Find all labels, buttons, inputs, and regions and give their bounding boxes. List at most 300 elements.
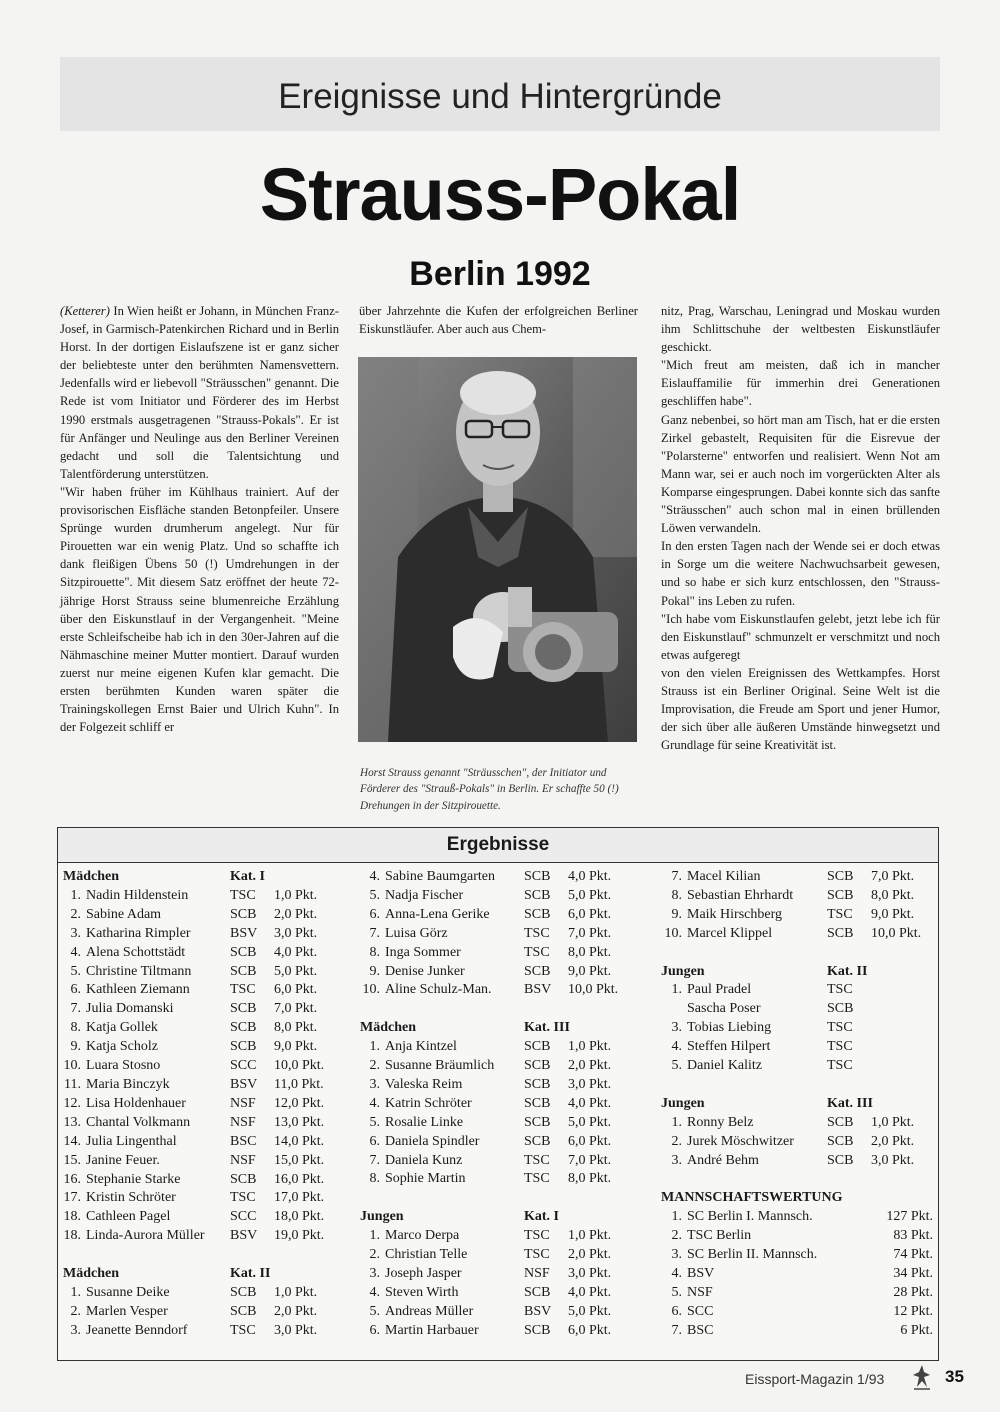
result-club: SCB — [827, 1001, 854, 1017]
result-rank: 2. — [70, 1303, 81, 1319]
result-name: NSF — [687, 1284, 713, 1300]
result-rank: 9. — [70, 1039, 81, 1055]
result-row — [63, 1303, 354, 1322]
result-name: BSC — [687, 1322, 714, 1338]
category-label: Mädchen — [63, 869, 119, 884]
result-row — [63, 1114, 354, 1133]
result-pts: 5,0 Pkt. — [274, 963, 318, 979]
result-pts: 83 Pkt. — [893, 1228, 933, 1244]
result-pts: 17,0 Pkt. — [274, 1190, 325, 1206]
results-column-1 — [63, 868, 354, 1341]
result-name: Marcel Klippel — [687, 925, 773, 941]
result-name: Rosalie Linke — [385, 1114, 464, 1130]
result-club: SCB — [827, 1114, 854, 1130]
result-club: NSF — [230, 1095, 256, 1111]
photo-caption: Horst Strauss genannt "Sträusschen", der Initiator und Förderer des "Strauß-Pokals" in Berlin. Er schaffte 50 (!) Drehungen in der Sitzpirouette. — [360, 767, 619, 812]
result-club: SCB — [230, 906, 257, 922]
result-name: Andreas Müller — [385, 1303, 474, 1319]
result-pts: 1,0 Pkt. — [274, 887, 318, 903]
result-club: SCB — [524, 1114, 551, 1130]
result-row — [661, 1057, 933, 1076]
category-label: Mädchen — [360, 1020, 416, 1036]
result-row — [360, 1076, 648, 1095]
result-club: TSC — [524, 944, 550, 960]
result-rank: 7. — [671, 869, 682, 884]
result-rank: 3. — [369, 1076, 380, 1092]
result-rank: 4. — [369, 1284, 380, 1300]
author: (Ketterer) — [60, 304, 110, 318]
category-label: Jungen — [661, 963, 705, 979]
result-row — [360, 1114, 648, 1133]
result-rank: 5. — [369, 887, 380, 903]
result-pts — [871, 981, 933, 1000]
result-pts: 7,0 Pkt. — [568, 1152, 612, 1168]
result-club: TSC — [524, 925, 550, 941]
result-rank: 8. — [70, 1020, 81, 1036]
result-club: NSF — [230, 1152, 256, 1168]
result-row — [63, 1152, 354, 1171]
result-row — [661, 868, 933, 887]
result-pts: 6,0 Pkt. — [274, 982, 318, 998]
result-rank: 9. — [671, 906, 682, 922]
result-club: BSC — [230, 1133, 257, 1149]
spacer-row — [661, 944, 933, 963]
result-rank: 7. — [671, 1322, 682, 1338]
result-club: SCB — [827, 869, 854, 884]
result-rank: 1. — [671, 1209, 682, 1225]
result-club: BSV — [230, 925, 258, 941]
result-pts: 34 Pkt. — [893, 1265, 933, 1281]
result-name: Jeanette Benndorf — [86, 1322, 188, 1338]
result-club: SCB — [230, 1001, 257, 1017]
result-name: Susanne Bräumlich — [385, 1058, 495, 1074]
result-club: SCB — [827, 925, 854, 941]
category-label: Jungen — [661, 1095, 705, 1111]
result-row — [63, 887, 354, 906]
paragraph: über Jahrzehnte die Kufen der erfolgreichen Berliner Eiskunstläufer. Aber auch aus Chem- — [359, 304, 638, 337]
result-name: Aline Schulz-Man. — [385, 982, 492, 998]
result-name: Paul Pradel — [687, 982, 752, 998]
result-club: SCB — [524, 869, 551, 884]
category-header — [63, 1265, 354, 1284]
result-club: SCB — [230, 1171, 257, 1187]
result-name: Jurek Möschwitzer — [687, 1133, 794, 1149]
result-row — [360, 1265, 648, 1284]
result-club: SCC — [230, 1058, 257, 1074]
skater-logo-icon — [911, 1363, 933, 1396]
result-row — [360, 887, 648, 906]
result-rank: 1. — [369, 1228, 380, 1244]
result-name: Sophie Martin — [385, 1171, 466, 1187]
result-pts: 10,0 Pkt. — [871, 925, 922, 941]
result-row — [360, 1152, 648, 1171]
result-row — [360, 1322, 648, 1341]
category-class: Kat. III — [827, 1095, 873, 1111]
result-rank: 2. — [671, 1228, 682, 1244]
result-pts: 18,0 Pkt. — [274, 1209, 325, 1225]
result-pts: 8,0 Pkt. — [568, 1171, 612, 1187]
result-pts: 12,0 Pkt. — [274, 1095, 325, 1111]
result-rank: 6. — [70, 982, 81, 998]
result-pts: 11,0 Pkt. — [274, 1076, 324, 1092]
results-box — [57, 827, 939, 1361]
result-name: Lisa Holdenhauer — [86, 1095, 186, 1111]
result-club: TSC — [524, 1171, 550, 1187]
result-club: TSC — [524, 1247, 550, 1263]
result-club: TSC — [524, 1228, 550, 1244]
result-rank: 8. — [369, 1171, 380, 1187]
team-row — [661, 1246, 933, 1265]
result-pts: 4,0 Pkt. — [274, 944, 318, 960]
result-rank: 10. — [362, 982, 380, 998]
result-rank: 15. — [63, 1152, 81, 1168]
result-pts: 7,0 Pkt. — [274, 1001, 318, 1017]
result-rank: 4. — [671, 1039, 682, 1055]
result-rank: 1. — [671, 982, 682, 998]
result-rank: 14. — [63, 1133, 81, 1149]
result-row — [63, 1057, 354, 1076]
result-name: Kristin Schröter — [86, 1190, 176, 1206]
result-club: BSV — [524, 982, 552, 998]
result-name: Julia Domanski — [86, 1001, 174, 1017]
result-row — [63, 1000, 354, 1019]
result-row — [360, 1170, 648, 1189]
portrait-photo — [358, 357, 637, 742]
result-name: Luisa Görz — [385, 925, 448, 941]
result-rank: 12. — [63, 1095, 81, 1111]
result-club: SCB — [524, 1058, 551, 1074]
category-header — [661, 963, 933, 982]
result-pts: 12 Pkt. — [893, 1303, 933, 1319]
result-name: Julia Lingenthal — [86, 1133, 177, 1149]
result-row — [661, 887, 933, 906]
result-pts: 9,0 Pkt. — [568, 963, 612, 979]
result-pts: 8,0 Pkt. — [871, 887, 915, 903]
result-pts: 2,0 Pkt. — [274, 906, 318, 922]
category-label: Mädchen — [63, 1266, 119, 1282]
result-club: TSC — [827, 982, 853, 998]
result-row — [661, 1133, 933, 1152]
spacer-row — [360, 1000, 648, 1019]
result-row — [360, 981, 648, 1000]
result-rank: 5. — [671, 1058, 682, 1074]
spacer-row — [63, 1246, 354, 1265]
team-row — [661, 1265, 933, 1284]
result-club: SCB — [230, 963, 257, 979]
result-row — [63, 963, 354, 982]
result-club: SCB — [524, 1322, 551, 1338]
result-row — [661, 1038, 933, 1057]
result-pts: 3,0 Pkt. — [274, 925, 318, 941]
team-row — [661, 1303, 933, 1322]
result-club: TSC — [524, 1152, 550, 1168]
result-pts: 19,0 Pkt. — [274, 1228, 325, 1244]
spacer-row — [661, 1076, 933, 1095]
result-rank: 6. — [369, 1322, 380, 1338]
result-row — [63, 981, 354, 1000]
result-name: Katrin Schröter — [385, 1095, 472, 1111]
page-number: 35 — [945, 1367, 964, 1386]
category-header — [360, 1019, 648, 1038]
result-row — [63, 1322, 354, 1341]
result-name: Marco Derpa — [385, 1228, 460, 1244]
result-pts: 3,0 Pkt. — [568, 1266, 612, 1281]
result-pts: 3,0 Pkt. — [568, 1076, 612, 1092]
result-rank: 5. — [369, 1303, 380, 1319]
result-name: Katja Gollek — [86, 1020, 158, 1036]
result-name: Ronny Belz — [687, 1114, 754, 1130]
result-pts: 5,0 Pkt. — [568, 887, 612, 903]
result-club: SCB — [524, 1076, 551, 1092]
result-rank: 10. — [63, 1058, 81, 1074]
result-rank: 1. — [369, 1039, 380, 1055]
result-row — [63, 1038, 354, 1057]
result-pts: 8,0 Pkt. — [568, 944, 612, 960]
result-pts — [871, 1057, 933, 1076]
result-row — [63, 944, 354, 963]
result-pts: 5,0 Pkt. — [568, 1303, 612, 1319]
result-name: Daniela Spindler — [385, 1133, 480, 1149]
result-pts: 2,0 Pkt. — [568, 1058, 612, 1074]
result-row — [360, 906, 648, 925]
result-row — [360, 1284, 648, 1303]
result-club: SCB — [230, 1303, 257, 1319]
result-club: BSV — [524, 1303, 552, 1319]
result-rank: 6. — [369, 1133, 380, 1149]
result-club: BSV — [230, 1228, 258, 1244]
result-name: Chantal Volkmann — [86, 1114, 191, 1130]
team-row — [661, 1322, 933, 1341]
result-club: SCB — [524, 1095, 551, 1111]
result-row — [360, 944, 648, 963]
result-rank: 7. — [369, 925, 380, 941]
result-row — [360, 868, 648, 887]
result-rank: 3. — [671, 1020, 682, 1036]
result-name: Tobias Liebing — [687, 1020, 772, 1036]
result-name: Maik Hirschberg — [687, 906, 782, 922]
result-row — [360, 1038, 648, 1057]
result-rank: 3. — [671, 1247, 682, 1263]
result-row — [63, 1133, 354, 1152]
result-club: SCB — [524, 906, 551, 922]
result-pts: 4,0 Pkt. — [568, 1284, 612, 1300]
result-rank: 3. — [671, 1152, 682, 1168]
result-row — [63, 1208, 354, 1227]
result-name: Alena Schottstädt — [86, 944, 186, 960]
result-rank: 5. — [369, 1114, 380, 1130]
result-name: Luara Stosno — [86, 1058, 161, 1074]
paragraph: von den vielen Ereignissen des Wettkampfes. Horst Strauss ist ein Berliner Original. Seine Welt ist die Improvisation, die Freude am Sport und jener Humor, der sich über alle äußeren Umstände hinwegsetzt und Grundlage für seine Kreativität ist. — [661, 665, 940, 753]
category-label: Jungen — [360, 1209, 404, 1225]
result-row — [360, 925, 648, 944]
result-rank: 8. — [671, 887, 682, 903]
result-rank: 7. — [369, 1152, 380, 1168]
result-row — [661, 925, 933, 944]
article-column-3 — [661, 302, 940, 754]
result-rank: 10. — [664, 925, 682, 941]
result-club: TSC — [230, 1190, 256, 1206]
result-rank: 6. — [369, 906, 380, 922]
result-name: SC Berlin II. Mannsch. — [687, 1247, 818, 1263]
paragraph: nitz, Prag, Warschau, Leningrad und Moskau wurden ihm Schlittschuhe der weltbesten Eiskunstläufer geschickt. — [661, 304, 940, 355]
result-pts: 7,0 Pkt. — [871, 869, 915, 884]
result-pts: 127 Pkt. — [886, 1209, 933, 1225]
paragraph: "Wir haben früher im Kühlhaus trainiert. Auf der provisorischen Eisfläche standen Betonpfeiler. Unsere Sprünge wurden drumherum angelegt. Nur für Pirouetten war ein wenig Platz. Und so schaffte ich dank fleißigen Übens 50 (!) Umdrehungen in der Sitzpirouette". Mit diesem Satz eröffnet der heute 72-jährige Horst Strauss seine blumenreiche Erzählung über den Eiskunstlauf in der Vergangenheit. "Meine erste Schleifscheibe hab ich in den 30er-Jahren auf die Nähmaschine meiner Mutter montiert. Darauf wurden zuerst nur meine eigenen Kufen klar gemacht. Die ersten berühmten Kunden waren später die Trainingskollegen Ernst Baier und Ulrich Kuhn". In der Folgezeit schliff er — [60, 484, 339, 735]
result-name: Cathleen Pagel — [86, 1209, 171, 1225]
result-name: Steven Wirth — [385, 1284, 459, 1300]
result-club: SCB — [230, 1284, 257, 1300]
article-subtitle: Berlin 1992 — [409, 255, 591, 293]
result-row — [360, 1303, 648, 1322]
paragraph: Ganz nebenbei, so hört man am Tisch, hat er die ersten Zirkel gebastelt, Requisiten für die Eisrevue der "Polarsterne" entworfen und realisiert. Wenn Not am Mann war, sei er auch noch im vorgerückten Alter als Komparse eingesprungen. Dabei konnte sich das sanfte "Sträusschen" auch schon mal in einen brüllenden Löwen verwandeln. — [661, 412, 940, 536]
result-pts: 10,0 Pkt. — [274, 1058, 325, 1074]
result-row — [63, 1076, 354, 1095]
result-rank: 8. — [369, 944, 380, 960]
result-name: Nadin Hildenstein — [86, 887, 189, 903]
result-pts: 2,0 Pkt. — [274, 1303, 318, 1319]
article-title: Strauss-Pokal — [259, 153, 741, 236]
result-club: SCB — [827, 887, 854, 903]
result-pts: 1,0 Pkt. — [568, 1039, 612, 1055]
result-rank: 3. — [369, 1266, 380, 1281]
result-club: SCB — [524, 1039, 551, 1055]
result-club: TSC — [827, 906, 853, 922]
result-pts: 2,0 Pkt. — [568, 1247, 612, 1263]
team-row — [661, 1208, 933, 1227]
paragraph: "Mich freut am meisten, daß ich in mancher Eislauffamilie für immerhin drei Generationen geschliffen habe". — [661, 358, 940, 409]
result-club: SCB — [230, 1039, 257, 1055]
result-row — [360, 1095, 648, 1114]
category-class: Kat. II — [827, 963, 868, 979]
results-column-2 — [360, 868, 648, 1341]
result-club: TSC — [827, 1020, 853, 1036]
category-header — [63, 868, 354, 887]
result-rank: 1. — [70, 1284, 81, 1300]
category-class: Kat. I — [524, 1209, 559, 1225]
result-club: TSC — [827, 1039, 853, 1055]
result-club: SCB — [827, 1152, 854, 1168]
result-pts: 15,0 Pkt. — [274, 1152, 325, 1168]
result-name: Steffen Hilpert — [687, 1039, 771, 1055]
result-row — [360, 963, 648, 982]
result-row — [661, 906, 933, 925]
result-pts: 4,0 Pkt. — [568, 1095, 612, 1111]
result-club: NSF — [524, 1266, 550, 1281]
result-rank: 4. — [369, 1095, 380, 1111]
result-pts: 6,0 Pkt. — [568, 1322, 612, 1338]
result-name: SC Berlin I. Mannsch. — [687, 1209, 813, 1225]
result-row — [661, 1152, 933, 1171]
result-rank: 18. — [63, 1228, 81, 1244]
magazine-name: Eissport-Magazin 1/93 — [745, 1371, 885, 1387]
article-column-1 — [60, 302, 339, 736]
result-club: SCB — [230, 1020, 257, 1036]
result-row — [63, 1095, 354, 1114]
result-name: Maria Binczyk — [86, 1076, 170, 1092]
result-name: Sebastian Ehrhardt — [687, 887, 794, 903]
result-name: Katharina Rimpler — [86, 925, 191, 941]
result-name: André Behm — [687, 1152, 759, 1168]
result-row — [661, 1114, 933, 1133]
result-rank: 4. — [70, 944, 81, 960]
result-pts: 10,0 Pkt. — [568, 982, 619, 998]
result-club: SCC — [230, 1209, 257, 1225]
result-pts — [871, 1000, 933, 1019]
results-heading: Ergebnisse — [58, 828, 938, 863]
result-row — [661, 1000, 933, 1019]
result-pts: 13,0 Pkt. — [274, 1114, 325, 1130]
result-name: Janine Feuer. — [86, 1152, 160, 1168]
paragraph: "Ich habe vom Eiskunstlaufen gelebt, jetzt lebe ich für den Eiskunstlauf" schmunzelt er verschmitzt und noch etwas aufgeregt — [661, 611, 940, 662]
spacer-row — [360, 1189, 648, 1208]
result-row — [63, 1171, 354, 1190]
result-name: Valeska Reim — [385, 1076, 463, 1092]
result-pts: 74 Pkt. — [893, 1247, 933, 1263]
rubric-title: Ereignisse und Hintergründe — [278, 77, 722, 116]
category-class: Kat. III — [524, 1020, 570, 1036]
result-club: TSC — [230, 1322, 256, 1338]
result-rank: 1. — [671, 1114, 682, 1130]
category-class: Kat. I — [230, 869, 265, 884]
results-column-3 — [661, 868, 933, 1341]
result-name: Marlen Vesper — [86, 1303, 168, 1319]
category-header — [360, 1208, 648, 1227]
team-heading: MANNSCHAFTSWERTUNG — [661, 1190, 843, 1206]
result-name: Christine Tiltmann — [86, 963, 192, 979]
category-header — [661, 1095, 933, 1114]
result-rank — [661, 1000, 687, 1019]
result-name: Daniel Kalitz — [687, 1058, 763, 1074]
result-row — [63, 925, 354, 944]
result-pts — [871, 1038, 933, 1057]
result-rank: 2. — [369, 1058, 380, 1074]
result-name: Inga Sommer — [385, 944, 461, 960]
paragraph: (Ketterer) In Wien heißt er Johann, in München Franz-Josef, in Garmisch-Patenkirchen Richard und in Berlin Horst. In der dortigen Eislaufszene ist er ganz sicher der beliebteste unter den berühmten Namensvettern. Jedenfalls wird er liebevoll "Sträusschen" genannt. Die Rede ist vom Initiator und Förderer des im Herbst 1990 erstmals ausgetragenen "Strauss-Pokals". Er ist für Anfänger und Neulinge aus den Berliner Vereinen gedacht und soll die Talentsichtung und Talentförderung unterstützen. — [60, 304, 339, 481]
result-row — [63, 1227, 354, 1246]
result-rank: 6. — [671, 1303, 682, 1319]
result-rank: 5. — [671, 1284, 682, 1300]
result-rank: 5. — [70, 963, 81, 979]
result-name: Denise Junker — [385, 963, 465, 979]
result-rank: 4. — [369, 869, 380, 884]
result-row — [63, 1284, 354, 1303]
category-class: Kat. II — [230, 1266, 271, 1282]
result-row — [63, 1189, 354, 1208]
result-name: Anja Kintzel — [385, 1039, 457, 1055]
result-pts: 6,0 Pkt. — [568, 1133, 612, 1149]
page-footer — [745, 1367, 975, 1393]
result-club: NSF — [230, 1114, 256, 1130]
result-rank: 1. — [70, 887, 81, 903]
rubric-bar — [60, 57, 940, 131]
result-pts: 16,0 Pkt. — [274, 1171, 325, 1187]
result-row — [63, 906, 354, 925]
result-rank: 18. — [63, 1209, 81, 1225]
team-row — [661, 1227, 933, 1246]
result-pts: 2,0 Pkt. — [871, 1133, 915, 1149]
result-rank: 13. — [63, 1114, 81, 1130]
result-pts: 5,0 Pkt. — [568, 1114, 612, 1130]
result-club: SCB — [524, 887, 551, 903]
result-name: Stephanie Starke — [86, 1171, 181, 1187]
result-rank: 16. — [63, 1171, 81, 1187]
result-rank: 3. — [70, 1322, 81, 1338]
result-rank: 11. — [64, 1076, 81, 1092]
result-club: TSC — [230, 982, 256, 998]
result-rank: 7. — [70, 1001, 81, 1017]
result-name: Nadja Fischer — [385, 887, 464, 903]
portrait-illustration — [358, 357, 637, 742]
